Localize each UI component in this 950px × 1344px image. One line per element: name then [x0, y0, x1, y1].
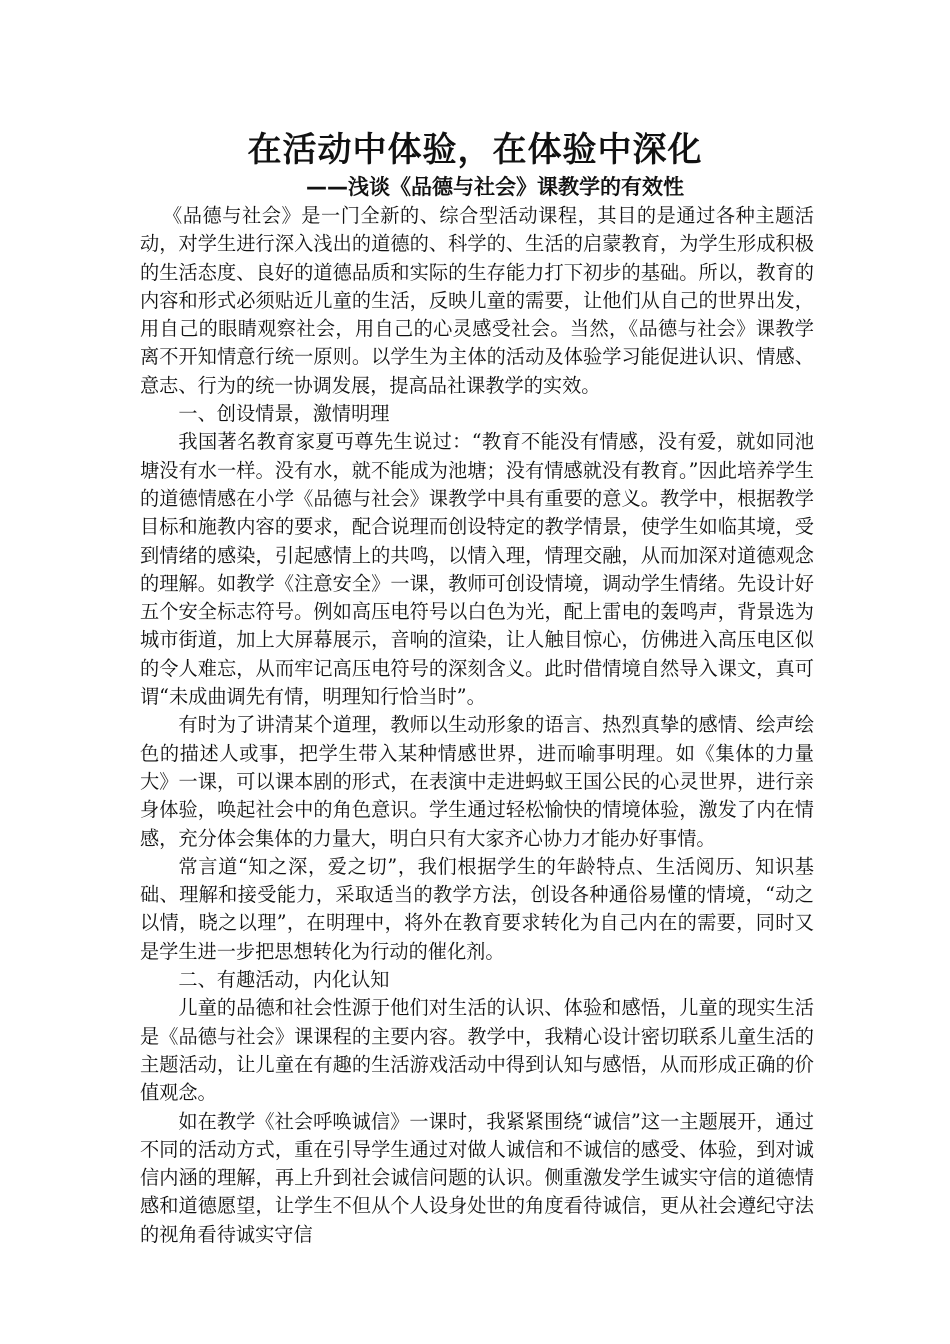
paragraph: 有时为了讲清某个道理，教师以生动形象的语言、热烈真挚的感情、绘声绘色的描述人或事，把学生带入某种情感世界，进而喻事明理。如《集体的力量大》一课，可以课本剧的形式，在表演中走进蚂蚁王国公民的心灵世界，进行亲身体验，唤起社会中的角色意识。学生通过轻松愉快的情境体验，激发了内在情感，充分体会集体的力量大，明白只有大家齐心协力才能办好事情。 — [140, 713, 814, 850]
paragraph: 如在教学《社会呼唤诚信》一课时，我紧紧围绕“诚信”这一主题展开，通过不同的活动方式，重在引导学生通过对做人诚信和不诚信的感受、体验，到对诚信内涵的理解，再上升到社会诚信问题的认识。侧重激发学生诚实守信的道德情感和道德愿望，让学生不但从个人设身处世的角度看待诚信，更从社会遵纪守法的视角看待诚实守信 — [140, 1109, 814, 1246]
paragraph: 儿童的品德和社会性源于他们对生活的认识、体验和感悟，儿童的现实生活是《品德与社会》课课程的主要内容。教学中，我精心设计密切联系儿童生活的主题活动，让儿童在有趣的生活游戏活动中得到认知与感悟，从而形成正确的价值观念。 — [140, 996, 814, 1105]
document-body — [140, 202, 814, 1249]
section-heading-1: 一、创设情景，激情明理 — [178, 402, 390, 426]
document-title: 在活动中体验，在体验中深化 — [247, 130, 703, 170]
section-heading-2: 二、有趣活动，内化认知 — [178, 968, 390, 992]
paragraph: 常言道“知之深，爱之切”，我们根据学生的年龄特点、生活阅历、知识基础、理解和接受能力，采取适当的教学方法，创设各种通俗易懂的情境，“动之以情，晓之以理”，在明理中，将外在教育要求转化为自己内在的需要，同时又是学生进一步把思想转化为行动的催化剂。 — [140, 854, 814, 963]
paragraph: 我国著名教育家夏丏尊先生说过：“教育不能没有情感，没有爱，就如同池塘没有水一样。没有水，就不能成为池塘；没有情感就没有教育。”因此培养学生的道德情感在小学《品德与社会》课教学中具有重要的意义。教学中，根据教学目标和施教内容的要求，配合说理而创设特定的教学情景，使学生如临其境，受到情绪的感染，引起感情上的共鸣，以情入理，情理交融，从而加深对道德观念的理解。如教学《注意安全》一课，教师可创设情境，调动学生情绪。先设计好五个安全标志符号。例如高压电符号以白色为光，配上雷电的轰鸣声，背景选为城市街道，加上大屏幕展示，音响的渲染，让人触目惊心，仿佛进入高压电区似的令人难忘，从而牢记高压电符号的深刻含义。此时借情境自然导入课文，真可谓“未成曲调先有情，明理知行恰当时”。 — [140, 430, 814, 709]
paragraph-intro: 《品德与社会》是一门全新的、综合型活动课程，其目的是通过各种主题活动，对学生进行深入浅出的道德的、科学的、生活的启蒙教育，为学生形成积极的生活态度、良好的道德品质和实际的生存能力打下初步的基础。所以，教育的内容和形式必须贴近儿童的生活，反映儿童的需要，让他们从自己的世界出发，用自己的眼睛观察社会，用自己的心灵感受社会。当然，《品德与社会》课教学离不开知情意行统一原则。以学生为主体的活动及体验学习能促进认识、情感、意志、行为的统一协调发展，提高品社课教学的实效。 — [140, 204, 814, 397]
document-subtitle: ——浅谈《品德与社会》课教学的有效性 — [306, 175, 684, 199]
